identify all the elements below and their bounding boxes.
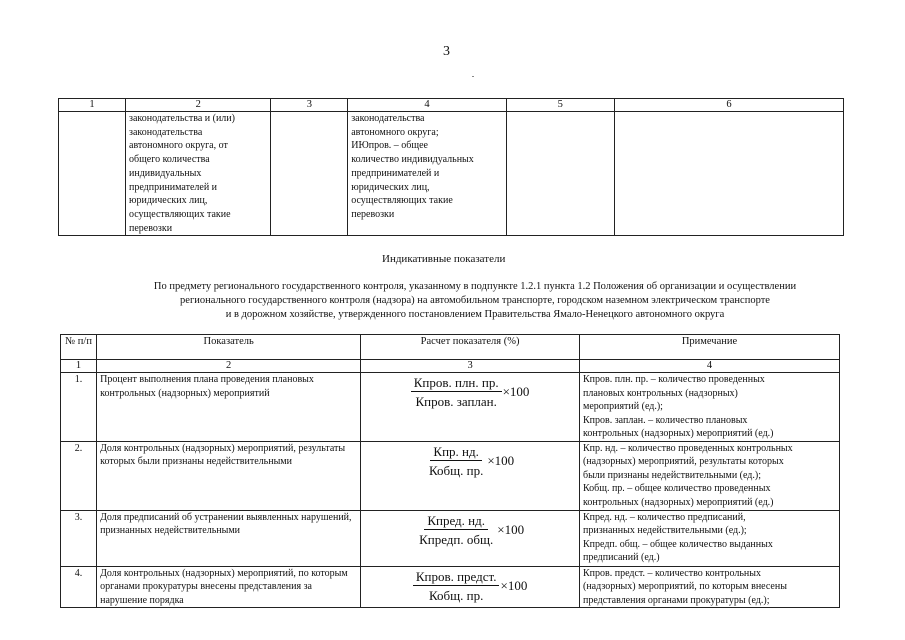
table-cell xyxy=(271,112,348,236)
denominator: Кпредп. общ. xyxy=(419,531,494,547)
text-line: автономного округа; xyxy=(351,126,439,138)
text-line: законодательства xyxy=(129,126,203,138)
text-line: законодательства xyxy=(351,113,425,124)
row-number: 1. xyxy=(61,373,97,442)
note-line: (надзорных) мероприятий, по которым внесены xyxy=(582,581,787,592)
scan-speck xyxy=(472,76,474,77)
table-cell xyxy=(614,112,843,236)
text-line: индивидуальных xyxy=(129,167,202,179)
text-line: юридических лиц, xyxy=(351,181,430,193)
subtitle-line: и в дорожном хозяйстве, утвержденного постановлением Правительства Ямало-Ненецкого автономного округа xyxy=(225,309,725,320)
note-line: плановых контрольных (надзорных) xyxy=(582,387,738,399)
denominator: Кпров. заплан. xyxy=(415,394,497,409)
formula xyxy=(364,513,576,547)
note-line: признанных недействительными (ед.); xyxy=(582,525,747,536)
section-title: Индикативные показатели xyxy=(382,253,506,265)
formula-description-cell xyxy=(348,112,506,236)
multiplier: ×100 xyxy=(497,521,525,537)
note-line: представления органами прокуратуры (ед.); xyxy=(582,594,770,606)
column-number: 2 xyxy=(97,360,361,373)
note-cell xyxy=(579,441,839,510)
column-number: 3 xyxy=(361,360,580,373)
indicator-name: Доля контрольных (надзорных) мероприятий, результаты которых были признаны недействительными xyxy=(97,441,361,510)
header-number: № п/п xyxy=(61,335,97,360)
header-row xyxy=(61,335,840,360)
text-line: осуществляющих такие xyxy=(351,195,453,207)
continuation-table xyxy=(58,98,844,236)
fraction xyxy=(426,444,486,478)
column-number-row xyxy=(59,99,844,112)
text-line: перевозки xyxy=(351,208,395,220)
column-number: 6 xyxy=(614,99,843,112)
header-note: Примечание xyxy=(579,335,839,360)
row-number: 2. xyxy=(61,441,97,510)
header-indicator: Показатель xyxy=(97,335,361,360)
calculation-cell xyxy=(361,373,580,442)
table-cell xyxy=(506,112,614,236)
text-line: осуществляющих такие xyxy=(129,208,231,220)
note-line: Кпред. нд. – количество предписаний, xyxy=(582,511,746,523)
text-line: автономного округа, от xyxy=(129,140,228,152)
row-number: 3. xyxy=(61,510,97,566)
text-line: предпринимателей и xyxy=(351,167,440,179)
column-number: 4 xyxy=(348,99,506,112)
formula xyxy=(364,444,576,478)
note-line: мероприятий (ед.); xyxy=(582,401,663,412)
text-line: ИЮпров. – общее xyxy=(351,140,428,152)
numerator: Кпр. нд. xyxy=(430,444,481,461)
text-line: предпринимателей и xyxy=(129,181,218,193)
text-line: законодательства и (или) xyxy=(129,113,235,124)
indicator-name: Доля предписаний об устранении выявленных нарушений, признанных недействительными xyxy=(97,510,361,566)
text-line: общего количества xyxy=(129,154,210,166)
table-row xyxy=(61,566,840,608)
multiplier: ×100 xyxy=(487,452,515,468)
indicator-name: Процент выполнения плана проведения плановых контрольных (надзорных) мероприятий xyxy=(97,373,361,442)
formula xyxy=(364,569,576,603)
fraction xyxy=(416,513,496,547)
numerator: Кпров. плн. пр. xyxy=(411,375,502,392)
calculation-cell xyxy=(361,566,580,608)
column-number: 1 xyxy=(59,99,126,112)
table-row xyxy=(61,373,840,442)
column-number-row xyxy=(61,360,840,373)
column-number: 2 xyxy=(126,99,271,112)
fraction xyxy=(411,375,502,409)
fraction xyxy=(413,569,500,603)
calculation-cell xyxy=(361,510,580,566)
section-subtitle xyxy=(60,280,890,322)
note-line: предписаний (ед.) xyxy=(582,552,660,563)
note-line: Кпров. предст. – количество контрольных xyxy=(582,567,761,579)
calculation-cell xyxy=(361,441,580,510)
denominator: Кобщ. пр. xyxy=(428,462,484,478)
note-cell xyxy=(579,566,839,608)
multiplier: ×100 xyxy=(500,577,528,593)
indicator-name: Доля контрольных (надзорных) мероприятий, по которым органами прокуратуры внесены представления за нарушение порядка xyxy=(97,566,361,608)
formula xyxy=(364,375,576,409)
table-row xyxy=(59,112,844,236)
note-line: были признаны недействительными (ед.); xyxy=(582,469,762,481)
text-line: количество индивидуальных xyxy=(351,154,474,166)
column-number: 3 xyxy=(271,99,348,112)
note-line: Кпров. заплан. – количество плановых xyxy=(582,414,748,426)
numerator: Кпров. предст. xyxy=(413,569,500,586)
row-number: 4. xyxy=(61,566,97,608)
note-line: контрольных (надзорных) мероприятий (ед.) xyxy=(582,428,774,439)
page-number: 3 xyxy=(443,44,450,59)
note-line: Кпредп. общ. – общее количество выданных xyxy=(582,538,773,550)
multiplier: ×100 xyxy=(502,384,530,400)
note-cell xyxy=(579,510,839,566)
note-line: Кпр. нд. – количество проведенных контрольных xyxy=(582,442,793,454)
subtitle-line: По предмету регионального государственного контроля, указанному в подпункте 1.2.1 пункта 1.2 Положения об организации и осуществлении xyxy=(153,281,797,292)
note-cell xyxy=(579,373,839,442)
table-row xyxy=(61,441,840,510)
table-cell xyxy=(59,112,126,236)
text-line: перевозки xyxy=(129,222,173,234)
header-calculation: Расчет показателя (%) xyxy=(361,335,580,360)
note-line: Кобщ. пр. – общее количество проведенных xyxy=(582,483,771,494)
table-row xyxy=(61,510,840,566)
note-line: контрольных (надзорных) мероприятий (ед.) xyxy=(582,496,774,508)
text-line: юридических лиц, xyxy=(129,195,208,207)
column-number: 5 xyxy=(506,99,614,112)
denominator: Кобщ. пр. xyxy=(428,587,484,603)
note-line: Кпров. плн. пр. – количество проведенных xyxy=(582,374,765,385)
subtitle-line: регионального государственного контроля (надзора) на автомобильном транспорте, городском наземном электрическом транспорте xyxy=(180,295,770,306)
note-line: (надзорных) мероприятий, результаты которых xyxy=(582,456,784,467)
column-number: 1 xyxy=(61,360,97,373)
column-number: 4 xyxy=(579,360,839,373)
indicators-table xyxy=(60,334,840,608)
numerator: Кпред. нд. xyxy=(424,513,488,530)
criterion-text-cell xyxy=(126,112,271,236)
